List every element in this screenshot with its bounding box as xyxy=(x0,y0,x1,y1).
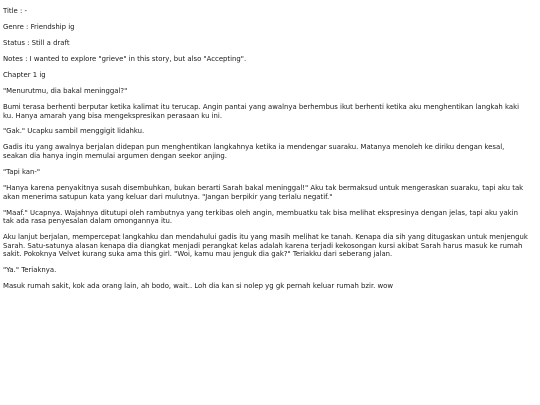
paragraph: Masuk rumah sakit, kok ada orang lain, ah bodo, wait.. Loh dia kan si nolep yg gk pernah keluar rumah bzir. wow xyxy=(3,282,394,291)
paragraph: "Maaf." Ucapnya. Wajahnya ditutupi oleh rambutnya yang terkibas oleh angin, membuatku tak bisa melihat ekspresinya dengan jelas, tapi aku yakin tak ada rasa penyesalan dalam omongannya itu. xyxy=(3,208,518,226)
story-status: Status : Still a draft xyxy=(3,38,70,47)
paragraph: "Gak." Ucapku sambil menggigit lidahku. xyxy=(3,127,145,136)
paragraph: Bumi terasa berhenti berputar ketika kalimat itu terucap. Angin pantai yang awalnya berhembus ikut berhenti ketika aku menghentikan langkah kaki ku. Hanya amarah yang bisa mengekspresikan perasaan ku ini. xyxy=(3,102,519,120)
paragraph: "Menurutmu, dia bakal meninggal?" xyxy=(3,86,128,95)
paragraph: Aku lanjut berjalan, mempercepat langkahku dan mendahului gadis itu yang masih melihat ke tanah. Kenapa dia sih yang ditugaskan untuk menjenguk Sarah. Satu-satunya alasan kenapa dia diangkat menjadi perangkat kelas adalah karena terjadi kekosongan kursi akibat Sarah harus masuk ke rumah sakit. Pokoknya Velvet kurang suka ama this girl. "Woi, kamu mau jenguk dia gak?" Teriakku dari seberang jalan. xyxy=(3,233,528,259)
paragraph: "Ya." Teriaknya. xyxy=(3,266,57,275)
paragraph: Gadis itu yang awalnya berjalan didepan pun menghentikan langkahnya ketika ia mendengar suaraku. Matanya menoleh ke diriku dengan kesal, seakan dia hanya ingin memulai argumen dengan seekor anjing. xyxy=(3,143,505,161)
story-genre: Genre : Friendship ig xyxy=(3,22,75,31)
paragraph: "Tapi kan-" xyxy=(3,168,41,177)
chapter-heading: Chapter 1 ig xyxy=(3,70,46,79)
paragraph: "Hanya karena penyakitnya susah disembuhkan, bukan berarti Sarah bakal meninggal!" Aku tak bermaksud untuk mengeraskan suaraku, tapi aku tak akan menerima satupun kata yang keluar dari mulutnya. "Jangan berpikir yang terlalu negatif." xyxy=(3,184,524,201)
story-notes: Notes : I wanted to explore "grieve" in this story, but also "Accepting". xyxy=(3,54,247,63)
story-title: Title : - xyxy=(3,7,27,15)
